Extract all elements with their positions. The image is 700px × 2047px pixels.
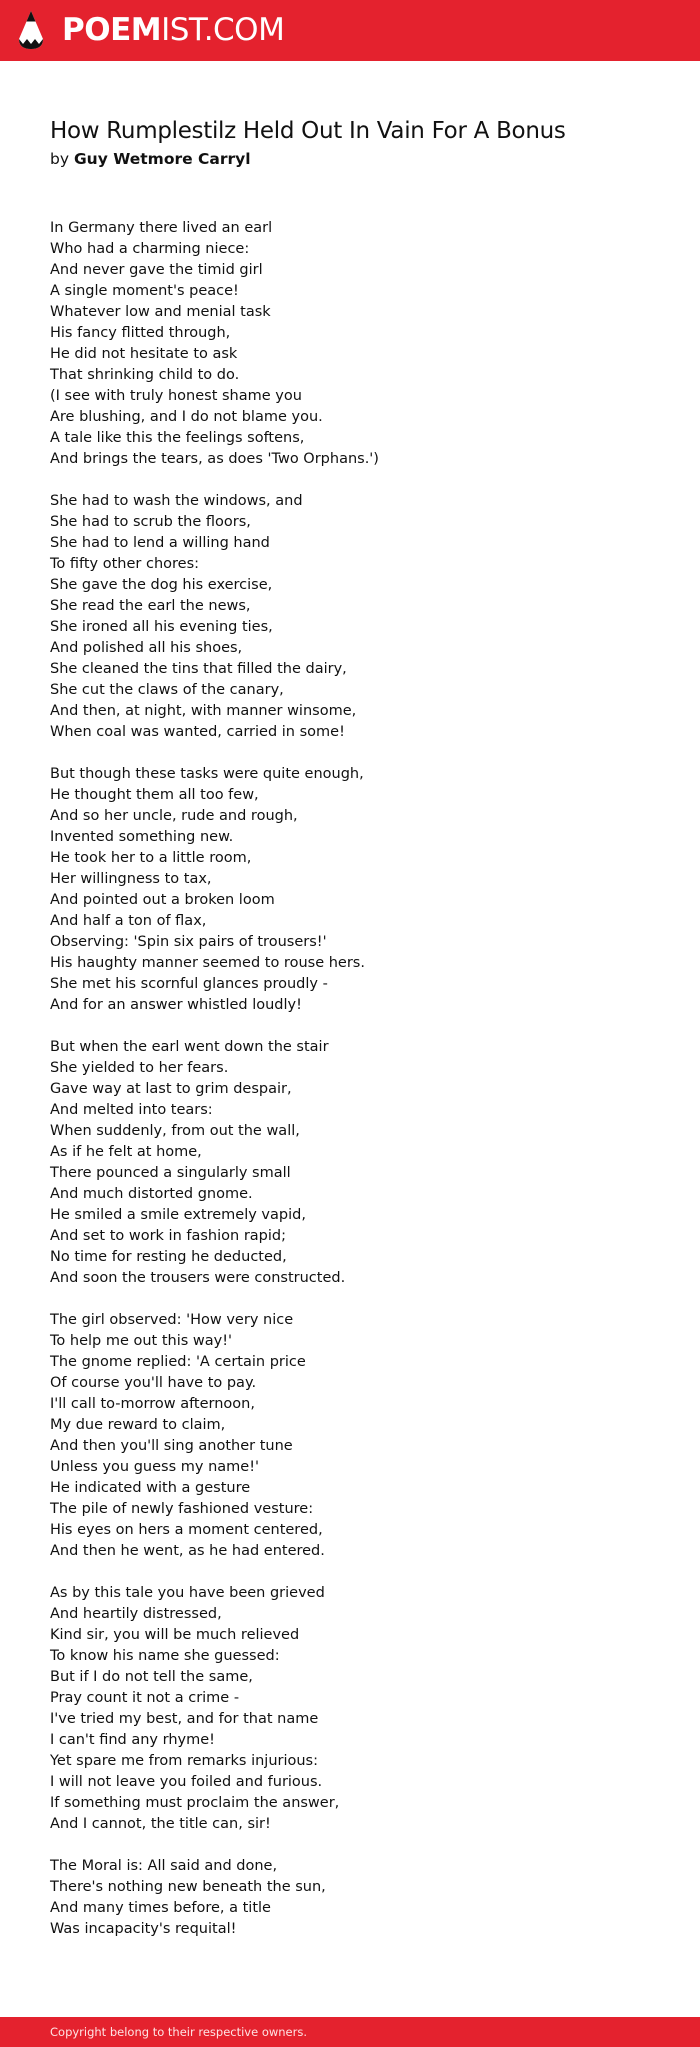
poem-line: That shrinking child to do. xyxy=(50,367,240,383)
stanza xyxy=(50,1310,670,1562)
poem-line: But when the earl went down the stair xyxy=(50,1039,329,1055)
stanza xyxy=(50,491,670,743)
poem-line: Whatever low and menial task xyxy=(50,304,271,320)
poem-line: Of course you'll have to pay. xyxy=(50,1375,257,1391)
poem-line: When coal was wanted, carried in some! xyxy=(50,724,345,740)
stanza xyxy=(50,1583,670,1835)
poem-line: The Moral is: All said and done, xyxy=(50,1858,278,1874)
poem-line: She met his scornful glances proudly - xyxy=(50,976,328,992)
poem-line: As if he felt at home, xyxy=(50,1144,202,1160)
poem-line: Pray count it not a crime - xyxy=(50,1690,240,1706)
poem-line: She cut the claws of the canary, xyxy=(50,682,284,698)
poem-line: He did not hesitate to ask xyxy=(50,346,238,362)
pencil-tip-icon[interactable] xyxy=(16,9,46,51)
poem-line: She read the earl the news, xyxy=(50,598,251,614)
poem-line: And heartily distressed, xyxy=(50,1606,222,1622)
poem-line: And pointed out a broken loom xyxy=(50,892,275,908)
poem-line: But if I do not tell the same, xyxy=(50,1669,253,1685)
poem-line: And much distorted gnome. xyxy=(50,1186,253,1202)
poem-line: And many times before, a title xyxy=(50,1900,271,1916)
poem-line: Gave way at last to grim despair, xyxy=(50,1081,292,1097)
poem-line: And I cannot, the title can, sir! xyxy=(50,1816,271,1832)
poem-line: And half a ton of flax, xyxy=(50,913,207,929)
poem-line: My due reward to claim, xyxy=(50,1417,226,1433)
poem-line: A tale like this the feelings softens, xyxy=(50,430,305,446)
poem-line: He smiled a smile extremely vapid, xyxy=(50,1207,306,1223)
poem-line: She had to scrub the floors, xyxy=(50,514,251,530)
stanza xyxy=(50,218,670,470)
poem-line: To know his name she guessed: xyxy=(50,1648,280,1664)
author-name: Guy Wetmore Carryl xyxy=(73,150,251,168)
poem-line: Who had a charming niece: xyxy=(50,241,250,257)
poem-line: And set to work in fashion rapid; xyxy=(50,1228,286,1244)
poem-line: She gave the dog his exercise, xyxy=(50,577,273,593)
poem-line: The girl observed: 'How very nice xyxy=(50,1312,294,1328)
poem-title: How Rumplestilz Held Out In Vain For A Bonus xyxy=(50,118,566,144)
poem-line: But though these tasks were quite enough, xyxy=(50,766,364,782)
poem-line: Her willingness to tax, xyxy=(50,871,212,887)
poem-line: When suddenly, from out the wall, xyxy=(50,1123,300,1139)
site-header xyxy=(0,0,700,61)
poem-line: The gnome replied: 'A certain price xyxy=(50,1354,306,1370)
poem-line: Yet spare me from remarks injurious: xyxy=(50,1753,318,1769)
poem-line: Unless you guess my name!' xyxy=(50,1459,259,1475)
poem-line: She cleaned the tins that filled the dairy, xyxy=(50,661,347,677)
poem-line: I'll call to-morrow afternoon, xyxy=(50,1396,255,1412)
stanza xyxy=(50,1037,670,1289)
site-logo[interactable] xyxy=(62,12,284,48)
poem-line: Are blushing, and I do not blame you. xyxy=(50,409,323,425)
poem-line: She had to wash the windows, and xyxy=(50,493,303,509)
poem-line: Was incapacity's requital! xyxy=(50,1921,237,1937)
poem-line: No time for resting he deducted, xyxy=(50,1249,287,1265)
poem-line: If something must proclaim the answer, xyxy=(50,1795,340,1811)
copyright-notice: Copyright belong to their respective owners. xyxy=(50,2025,308,2039)
poem-line: He took her to a little room, xyxy=(50,850,252,866)
poem-line: There's nothing new beneath the sun, xyxy=(50,1879,326,1895)
poem-line: And then he went, as he had entered. xyxy=(50,1543,325,1559)
poem-line: The pile of newly fashioned vesture: xyxy=(50,1501,314,1517)
logo-light-text: IST.COM xyxy=(161,12,285,48)
poem-body xyxy=(50,218,670,1961)
logo-bold-text: POEM xyxy=(62,12,162,48)
poem-line: She had to lend a willing hand xyxy=(50,535,270,551)
poem-line: And melted into tears: xyxy=(50,1102,213,1118)
poem-line: I can't find any rhyme! xyxy=(50,1732,215,1748)
stanza xyxy=(50,764,670,1016)
poem-line: Observing: 'Spin six pairs of trousers!' xyxy=(50,934,327,950)
poem-line: His fancy flitted through, xyxy=(50,325,231,341)
poem-line: I've tried my best, and for that name xyxy=(50,1711,319,1727)
poem-line: And then you'll sing another tune xyxy=(50,1438,293,1454)
poem-line: His haughty manner seemed to rouse hers. xyxy=(50,955,365,971)
poem-line: And soon the trousers were constructed. xyxy=(50,1270,346,1286)
poem-line: To fifty other chores: xyxy=(50,556,200,572)
poem-line: (I see with truly honest shame you xyxy=(50,388,302,404)
byline-prefix: by xyxy=(50,150,70,168)
poem-line: He thought them all too few, xyxy=(50,787,259,803)
poem-line: And then, at night, with manner winsome, xyxy=(50,703,357,719)
poem-line: In Germany there lived an earl xyxy=(50,220,273,236)
poem-line: As by this tale you have been grieved xyxy=(50,1585,325,1601)
poem-line: And for an answer whistled loudly! xyxy=(50,997,302,1013)
poem-line: And so her uncle, rude and rough, xyxy=(50,808,298,824)
poem-line: I will not leave you foiled and furious. xyxy=(50,1774,323,1790)
poem-line: And polished all his shoes, xyxy=(50,640,243,656)
poem-line: There pounced a singularly small xyxy=(50,1165,291,1181)
poem-line: She yielded to her fears. xyxy=(50,1060,229,1076)
poem-line: She ironed all his evening ties, xyxy=(50,619,273,635)
site-footer xyxy=(0,2017,700,2047)
poem-line: And never gave the timid girl xyxy=(50,262,263,278)
poem-line: His eyes on hers a moment centered, xyxy=(50,1522,323,1538)
poem-byline xyxy=(50,148,251,170)
poem-line: Kind sir, you will be much relieved xyxy=(50,1627,300,1643)
stanza xyxy=(50,1856,670,1940)
poem-line: A single moment's peace! xyxy=(50,283,239,299)
poem-line: To help me out this way!' xyxy=(50,1333,233,1349)
poem-line: He indicated with a gesture xyxy=(50,1480,251,1496)
poem-line: Invented something new. xyxy=(50,829,234,845)
poem-line: And brings the tears, as does 'Two Orphans.') xyxy=(50,451,379,467)
